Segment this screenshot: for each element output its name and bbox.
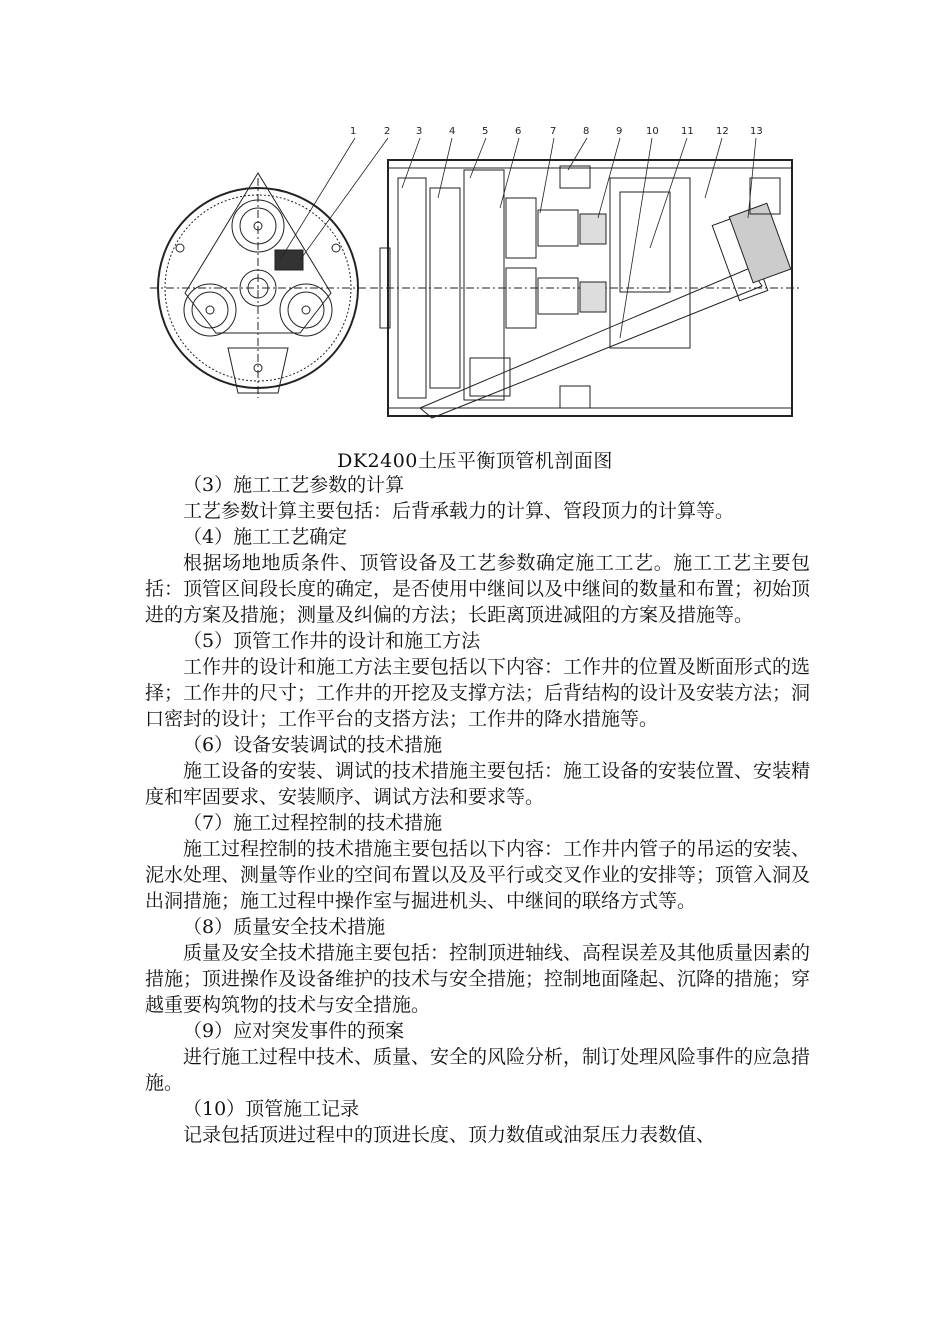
section-paragraph: 施工过程控制的技术措施主要包括以下内容：工作井内管子的吊运的安装、泥水处理、测量等作业的空间布置以及及平行或交叉作业的安排等；顶管入洞及出洞措施；施工过程中操作室与掘进机头、中继间的联络方式等。 [145,838,811,912]
part-number: 7 [550,126,557,137]
section-heading: （8）质量安全技术措施 [183,916,386,938]
section-paragraph: 工艺参数计算主要包括：后背承载力的计算、管段顶力的计算等。 [183,500,735,522]
section-paragraph: 质量及安全技术措施主要包括：控制顶进轴线、高程误差及其他质量因素的措施；顶进操作及设备维护的技术与安全措施；控制地面隆起、沉降的措施；穿越重要构筑物的技术与安全措施。 [145,942,811,1016]
part-number: 4 [449,126,456,137]
section-heading: （5）顶管工作井的设计和施工方法 [183,630,481,652]
figure-caption: DK2400土压平衡顶管机剖面图 [337,450,613,472]
section-heading: （7）施工过程控制的技术措施 [183,812,443,834]
machine-side-section [370,160,800,418]
section-paragraph: 记录包括顶进过程中的顶进长度、顶力数值或油泵压力表数值、 [183,1124,716,1146]
document-body [145,472,810,1148]
part-number: 8 [583,126,590,137]
part-number: 5 [482,126,489,137]
section-paragraph: 施工设备的安装、调试的技术措施主要包括：施工设备的安装位置、安装精度和牢固要求、安装顺序、调试方法和要求等。 [145,760,811,808]
section-heading: （9）应对突发事件的预案 [183,1020,405,1042]
part-number: 3 [416,126,423,137]
part-number: 11 [681,126,694,137]
section-heading: （4）施工工艺确定 [183,526,348,548]
part-number: 1 [350,126,357,137]
section-heading: （6）设备安装调试的技术措施 [183,734,443,756]
section-heading: （3）施工工艺参数的计算 [183,474,405,496]
part-number: 10 [646,126,659,137]
part-number-labels [350,126,763,137]
cutter-head-front-view [150,173,368,398]
part-number: 12 [716,126,729,137]
part-number: 13 [750,126,763,137]
part-number: 2 [384,126,391,137]
section-heading: （10）顶管施工记录 [183,1098,360,1120]
part-number: 6 [515,126,522,137]
section-paragraph: 进行施工过程中技术、质量、安全的风险分析，制订处理风险事件的应急措施。 [145,1046,811,1094]
part-number: 9 [616,126,623,137]
section-paragraph: 根据场地地质条件、顶管设备及工艺参数确定施工工艺。施工工艺主要包括：顶管区间段长度的确定，是否使用中继间以及中继间的数量和布置；初始顶进的方案及措施；测量及纠偏的方法；长距离顶进减阻的方案及措施等。 [145,552,811,626]
section-paragraph: 工作井的设计和施工方法主要包括以下内容：工作井的位置及断面形式的选择；工作井的尺寸；工作井的开挖及支撑方法；后背结构的设计及安装方法；洞口密封的设计；工作平台的支搭方法；工作井的降水措施等。 [145,656,811,730]
machine-section-drawing [150,118,810,428]
